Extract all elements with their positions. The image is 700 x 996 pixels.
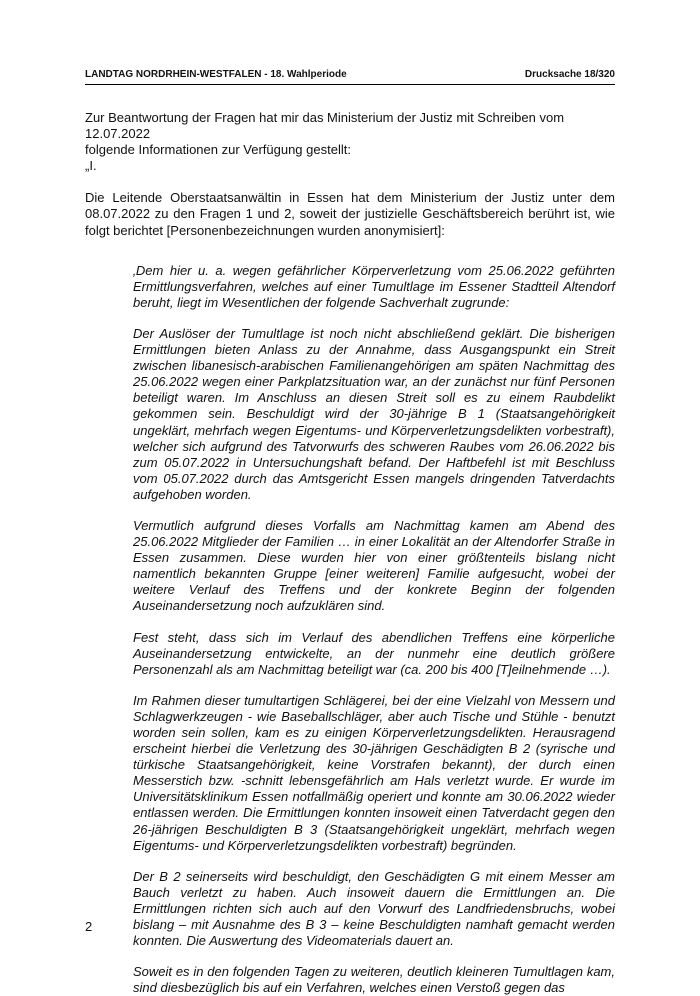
quote-paragraph-6: Der B 2 seinerseits wird beschuldigt, den Geschädigten G mit einem Messer am Bauch verletzt zu haben. Auch insoweit dauern die Ermittlungen an. Die Ermittlungen richten sich auch auf den Vorwurf des Landfriedensbruchs, wobei bislang – mit Ausnahme des B 3 – keine Beschuldigten namhaft gemacht werden konnten. Die Auswertung des Videomaterials dauert an. [133,868,615,949]
intro-paragraph [85,110,615,174]
page-header [85,69,615,85]
quote-paragraph-1: ‚Dem hier u. a. wegen gefährlicher Körperverletzung vom 25.06.2022 geführten Ermittlungsverfahren, welches auf einer Tumultlage im Essener Stadtteil Altendorf beruht, liegt im Wesentlichen der folgende Sachverhalt zugrunde: [133,262,615,310]
quote-paragraph-2: Der Auslöser der Tumultlage ist noch nicht abschließend geklärt. Die bisherigen Ermittlungen bieten Anlass zu der Annahme, dass Ausgangspunkt ein Streit zwischen libanesisch-arabischen Familienangehörigen am späten Nachmittag des 25.06.2022 wegen einer Parkplatzsituation war, an der zunächst nur fünf Personen beteiligt waren. Im Anschluss an diesen Streit soll es zu einem Raubdelikt gekommen sein. Beschuldigt wird der 30-jährige B 1 (Staatsangehörigkeit ungeklärt, mehrfach wegen Eigentums- und Körperverletzungsdelikten vorbestraft), welcher sich aufgrund des Tatvorwurfs des schweren Raubes vom 26.06.2022 bis zum 05.07.2022 in Untersuchungshaft befand. Der Haftbefehl ist mit Beschluss vom 05.07.2022 durch das Amtsgericht Essen mangels dringenden Tatverdachts aufgehoben worden. [133,325,615,502]
page-number: 2 [85,919,93,934]
header-parliament-title: LANDTAG NORDRHEIN-WESTFALEN - 18. Wahlperiode [85,69,347,80]
quote-paragraph-5: Im Rahmen dieser tumultartigen Schlägerei, bei der eine Vielzahl von Messern und Schlagwerkzeugen - wie Baseballschläger, aber auch Tische und Stühle - benutzt worden sein sollen, kam es zu einigen Körperverletzungsdelikten. Herausragend erscheint hierbei die Verletzung des 30-jährigen Geschädigten B 2 (syrische und türkische Staatsangehörigkeit, keine Vorstrafen bekannt), der durch einen Messerstich bzw. -schnitt lebensgefährlich am Hals verletzt wurde. Er wurde im Universitätsklinikum Essen notfallmäßig operiert und konnte am 30.06.2022 wieder entlassen werden. Die Ermittlungen konnten insoweit einen Tatverdacht gegen den 26-jährigen Beschuldigten B 3 (Staatsangehörigkeit ungeklärt, mehrfach wegen Eigentums- und Körperverletzungsdelikten vorbestraft) begründen. [133,692,615,853]
quote-paragraph-4: Fest steht, dass sich im Verlauf des abendlichen Treffens eine körperliche Auseinandersetzung entwickelte, an der nunmehr eine deutlich größere Personenzahl als am Nachmittag beteiligt war (ca. 200 bis 400 [T]eilnehmende …). [133,629,615,677]
quote-paragraph-3: Vermutlich aufgrund dieses Vorfalls am Nachmittag kamen am Abend des 25.06.2022 Mitglieder der Familien … in einer Lokalität an der Altendorfer Straße in Essen zusammen. Diese wurden hier von einer größtenteils bislang nicht namentlich bekannten Gruppe [einer weiteren] Familie aufgesucht, wobei der weitere Verlauf des Treffens und der konkrete Beginn der folgenden Auseinandersetzung noch aufzuklären sind. [133,517,615,614]
intro-line-1: Zur Beantwortung der Fragen hat mir das Ministerium der Justiz mit Schreiben vom 12.07.2022 [85,110,565,142]
section-marker: „I. [85,158,97,174]
report-intro-paragraph: Die Leitende Oberstaatsanwältin in Essen hat dem Ministerium der Justiz unter dem 08.07.2022 zu den Fragen 1 und 2, soweit der justizielle Geschäftsbereich berührt ist, wie folgt berichtet [Personenbezeichnungen wurden anonymisiert]: [85,190,615,238]
intro-line-2: folgende Informationen zur Verfügung gestellt: [85,142,351,158]
header-document-number: Drucksache 18/320 [524,69,615,80]
document-body [85,110,615,996]
quote-paragraph-7: Soweit es in den folgenden Tagen zu weiteren, deutlich kleineren Tumultlagen kam, sind diesbezüglich bis auf ein Verfahren, welches einen Verstoß gegen das [133,964,615,996]
